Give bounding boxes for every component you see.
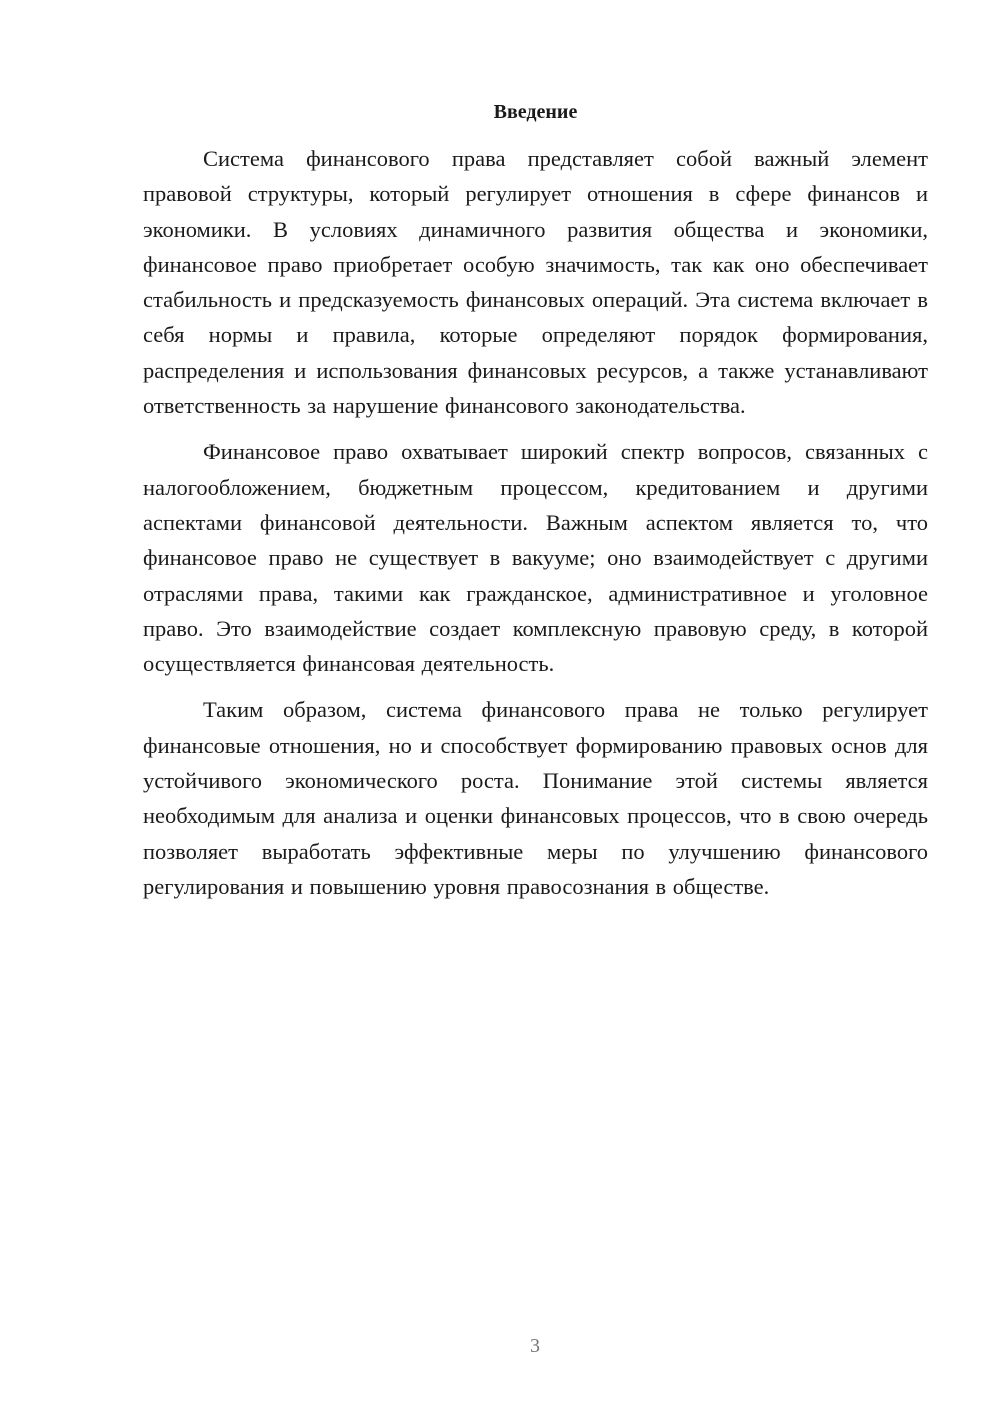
paragraph-2: Финансовое право охватывает широкий спектр вопросов, связанных с налогообложением, бюджетным процессом, кредитованием и другими аспектами финансовой деятельности. Важным аспектом является то, что финансовое право не существует в вакууме; оно взаимодействует с другими отраслями права, такими как гражданское, административное и уголовное право. Это взаимодействие создает комплексную правовую среду, в которой осуществляется финансовая деятельность. bbox=[143, 439, 928, 677]
paragraph-1: Система финансового права представляет собой важный элемент правовой структуры, который регулирует отношения в сфере финансов и экономики. В условиях динамичного развития общества и экономики, финансовое право приобретает особую значимость, так как оно обеспечивает стабильность и предсказуемость финансовых операций. Эта система включает в себя нормы и правила, которые определяют порядок формирования, распределения и использования финансовых ресурсов, а также устанавливают ответственность за нарушение финансового законодательства. bbox=[143, 146, 928, 419]
page-number: 3 bbox=[530, 1335, 540, 1357]
paragraph-3: Таким образом, система финансового права не только регулирует финансовые отношения, но и способствует формированию правовых основ для устойчивого экономического роста. Понимание этой системы является необходимым для анализа и оценки финансовых процессов, что в свою очередь позволяет выработать эффективные меры по улучшению финансового регулирования и повышению уровня правосознания в обществе. bbox=[143, 697, 928, 899]
body-text bbox=[143, 141, 928, 904]
page-title: Введение bbox=[493, 101, 578, 123]
